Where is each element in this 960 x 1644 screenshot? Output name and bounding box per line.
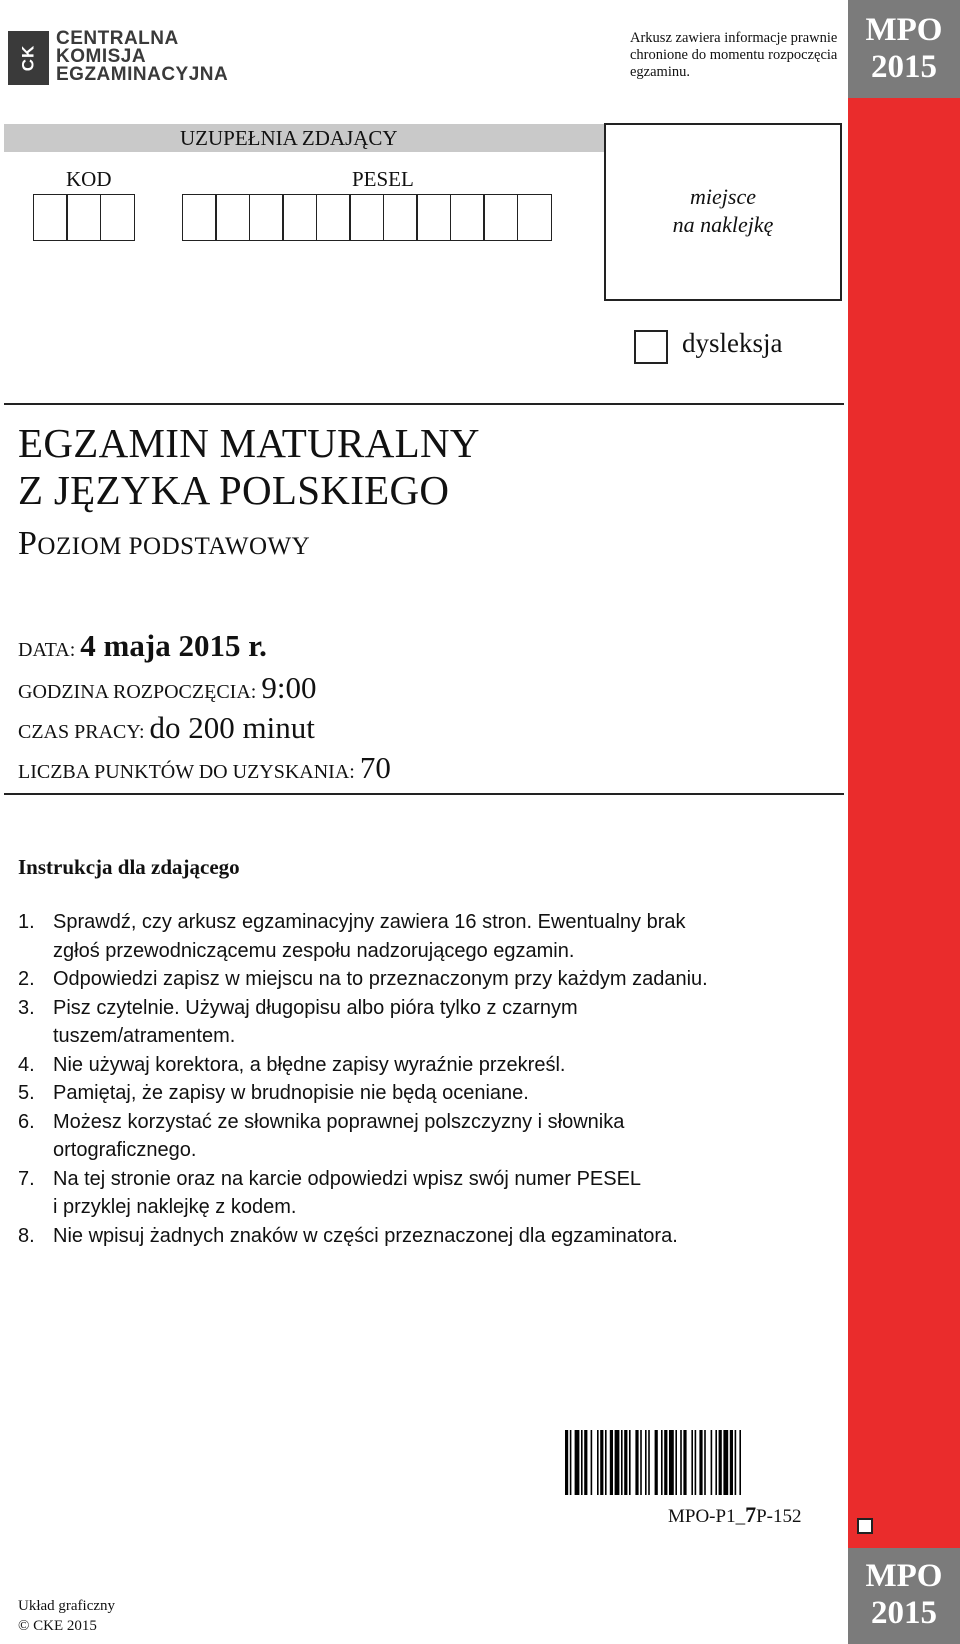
barcode-bar: [711, 1430, 713, 1495]
barcode-bar: [699, 1430, 702, 1495]
pesel-box[interactable]: [383, 194, 418, 241]
pesel-box[interactable]: [483, 194, 518, 241]
protection-notice: Arkusz zawiera informacje prawnie chronione do momentu rozpoczęcia egzaminu.: [630, 30, 838, 80]
barcode-bar: [664, 1430, 667, 1495]
exam-level-initial: P: [18, 525, 38, 562]
instruction-item: 3. Pisz czytelnie. Używaj długopisu albo pióra tylko z czarnym tuszem/atramentem.: [18, 996, 578, 1047]
pesel-box[interactable]: [215, 194, 250, 241]
pesel-box[interactable]: [182, 194, 217, 241]
divider-top: [4, 403, 844, 405]
barcode-bar: [624, 1430, 627, 1495]
barcode-bar: [661, 1430, 663, 1495]
cke-logo-text: [56, 30, 228, 84]
barcode-bar: [680, 1430, 682, 1495]
barcode-bar: [719, 1430, 722, 1495]
instruction-item: 8. Nie wpisuj żadnych znaków w części przeznaczonej dla egzaminatora.: [18, 1224, 678, 1247]
barcode-bar: [610, 1430, 613, 1495]
barcode-bar: [648, 1430, 650, 1495]
bottom-badge-code: MPO: [865, 1558, 943, 1594]
badge-code: MPO: [865, 12, 943, 48]
points-label: LICZBA PUNKTÓW DO UZYSKANIA:: [18, 761, 355, 783]
barcode-bar: [597, 1430, 599, 1495]
barcode-bar: [621, 1430, 623, 1495]
start-row: [18, 670, 316, 706]
barcode-bar: [695, 1430, 697, 1495]
instruction-item: 7. Na tej stronie oraz na karcie odpowiedzi wpisz swój numer PESEL i przyklej naklejkę z kodem.: [18, 1167, 642, 1218]
barcode-bar: [565, 1430, 568, 1495]
date-row: [18, 628, 267, 664]
sheet-code: MPO-P1_7P-152: [668, 1502, 802, 1527]
sticker-line-1: miejsce: [690, 184, 756, 209]
barcode-bar: [629, 1430, 631, 1495]
barcode-bar: [635, 1430, 638, 1495]
points-value: 70: [359, 750, 391, 785]
pesel-box[interactable]: [416, 194, 451, 241]
barcode-bar: [704, 1430, 706, 1495]
pesel-label: PESEL: [352, 167, 414, 191]
start-value: 9:00: [261, 670, 317, 705]
barcode-bar: [584, 1430, 587, 1495]
logo-letters: CK: [18, 44, 38, 72]
barcode-bar: [730, 1430, 733, 1495]
kod-label: KOD: [66, 167, 112, 191]
footer: [18, 1596, 115, 1636]
candidate-section-title: UZUPEŁNIA ZDAJĄCY: [180, 126, 398, 150]
top-badge: [848, 0, 960, 98]
dyslexia-checkbox[interactable]: [634, 330, 668, 364]
barcode-bar: [669, 1430, 674, 1495]
instruction-item: 4. Nie używaj korektora, a błędne zapisy wyraźnie przekreśl.: [18, 1053, 566, 1076]
exam-title: [18, 420, 480, 514]
pesel-box[interactable]: [450, 194, 485, 241]
pesel-boxes[interactable]: [183, 194, 552, 241]
bottom-badge: [848, 1548, 960, 1644]
points-row: [18, 750, 391, 786]
sticker-area[interactable]: [604, 123, 842, 301]
badge-year: 2015: [871, 49, 937, 85]
exam-level: [18, 525, 310, 563]
barcode-bar: [655, 1430, 658, 1495]
instruction-item: 1. Sprawdź, czy arkusz egzaminacyjny zawiera 16 stron. Ewentualny brak zgłoś przewodniczącemu zespołu nadzorującego egzamin.: [18, 911, 686, 962]
exam-level-rest: OZIOM PODSTAWOWY: [37, 533, 311, 560]
barcode-bar: [591, 1430, 593, 1495]
instruction-item: 2. Odpowiedzi zapisz w miejscu na to przeznaczonym przy każdym zadaniu.: [18, 968, 708, 990]
kod-box[interactable]: [66, 194, 101, 241]
barcode-bar: [570, 1430, 572, 1495]
sticker-line-2: na naklejkę: [672, 212, 774, 237]
barcode-bar: [615, 1430, 620, 1495]
pesel-box[interactable]: [316, 194, 351, 241]
start-label: GODZINA ROZPOCZĘCIA:: [18, 681, 257, 703]
instructions-list: [18, 908, 818, 1250]
red-side-bar: [848, 0, 960, 1644]
instruction-item: 6. Możesz korzystać ze słownika poprawnej polszczyzny i słownika ortograficznego.: [18, 1110, 625, 1161]
date-value: 4 maja 2015 r.: [80, 628, 267, 663]
footer-line-1: Układ graficzny: [18, 1598, 116, 1614]
date-label: DATA:: [18, 639, 76, 661]
logo-line-3: EGZAMINACYJNA: [56, 64, 229, 85]
barcode-bar: [715, 1430, 717, 1495]
exam-title-line-1: EGZAMIN MATURALNY: [18, 420, 480, 466]
pesel-box[interactable]: [517, 194, 552, 241]
barcode-bar: [645, 1430, 647, 1495]
barcode-bar: [675, 1430, 677, 1495]
small-square-icon: [857, 1518, 873, 1534]
barcode-bar: [581, 1430, 583, 1495]
pesel-box[interactable]: [282, 194, 317, 241]
barcode-bar: [691, 1430, 693, 1495]
barcode-bar: [683, 1430, 686, 1495]
barcode-bar: [640, 1430, 642, 1495]
dyslexia-label: dysleksja: [682, 328, 783, 358]
duration-label: CZAS PRACY:: [18, 721, 145, 743]
barcode-icon: [565, 1430, 815, 1495]
instructions-heading: Instrukcja dla zdającego: [18, 855, 240, 879]
barcode-bar: [600, 1430, 603, 1495]
kod-boxes[interactable]: [34, 194, 135, 241]
kod-box[interactable]: [100, 194, 135, 241]
barcode-bar: [723, 1430, 728, 1495]
pesel-box[interactable]: [249, 194, 284, 241]
duration-value: do 200 minut: [149, 710, 315, 745]
instruction-item: 5. Pamiętaj, że zapisy w brudnopisie nie będą oceniane.: [18, 1082, 529, 1104]
logo-line-1: CENTRALNA: [56, 28, 179, 49]
duration-row: [18, 710, 315, 746]
barcode-bar: [575, 1430, 580, 1495]
barcode-bar: [739, 1430, 741, 1495]
bottom-badge-year: 2015: [871, 1595, 937, 1631]
divider-bottom: [4, 793, 844, 795]
exam-title-line-2: Z JĘZYKA POLSKIEGO: [18, 467, 450, 513]
logo-line-2: KOMISJA: [56, 46, 147, 67]
pesel-box[interactable]: [349, 194, 384, 241]
barcode-bar: [605, 1430, 607, 1495]
kod-box[interactable]: [33, 194, 68, 241]
cke-logo-icon: [8, 31, 49, 85]
footer-line-2: © CKE 2015: [18, 1618, 97, 1634]
barcode-bar: [735, 1430, 737, 1495]
